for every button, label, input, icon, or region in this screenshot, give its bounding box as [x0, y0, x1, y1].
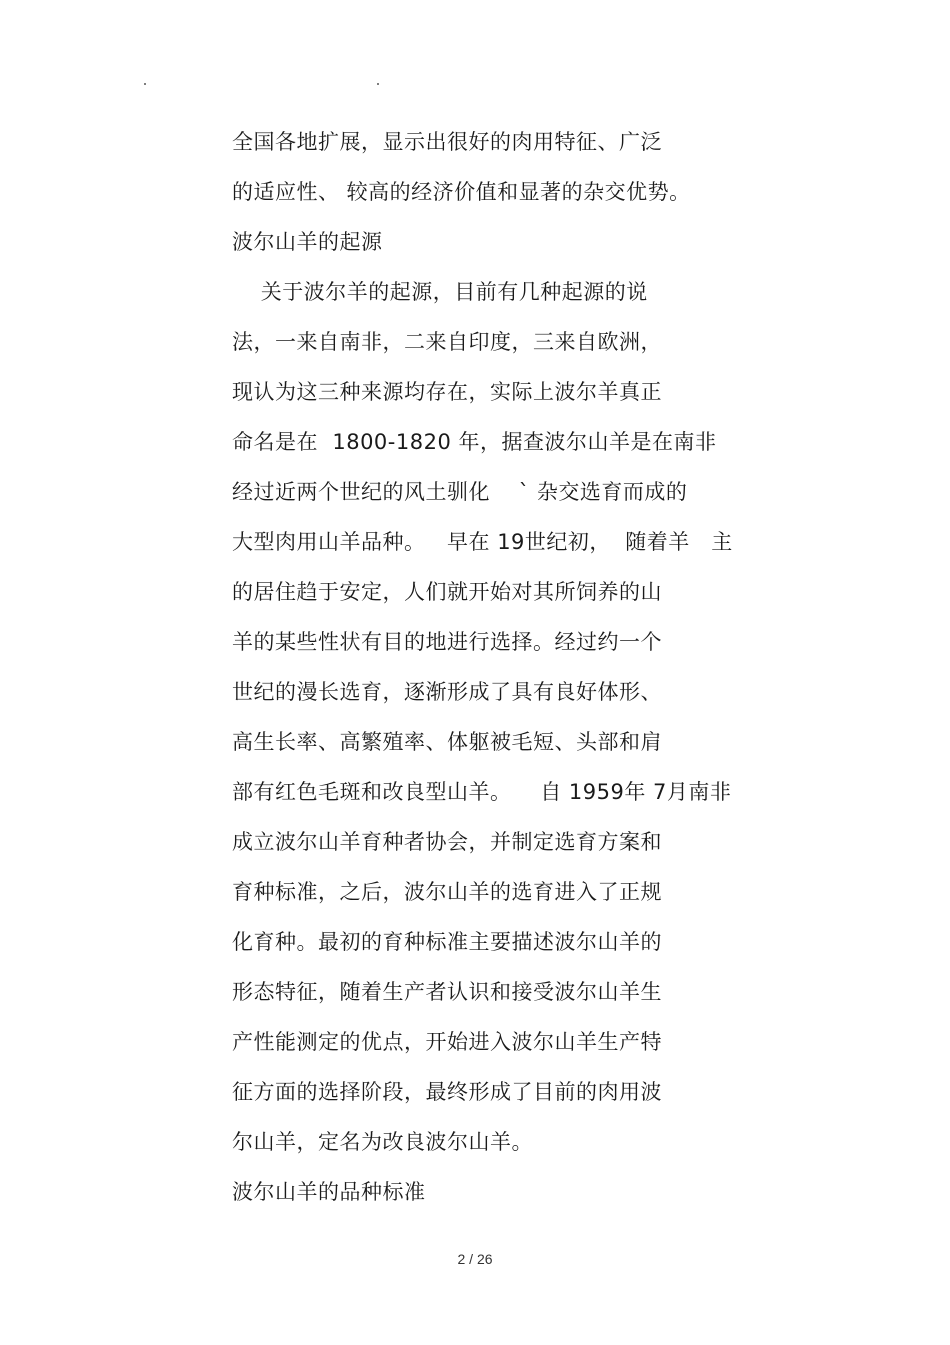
text-line: 产性能测定的优点，开始进入波尔山羊生产特 [232, 1030, 662, 1054]
text-line: 大型肉用山羊品种。 早在 19世纪初， 随着羊 主 [232, 530, 733, 554]
text-line: 征方面的选择阶段，最终形成了目前的肉用波 [232, 1080, 662, 1104]
corner-dot-right [377, 83, 379, 85]
text-line: 命名是在 1800-1820 年，据查波尔山羊是在南非 [232, 430, 717, 454]
text-line: 关于波尔羊的起源，目前有几种起源的说 [232, 280, 648, 304]
section-heading: 波尔山羊的起源 [232, 230, 383, 254]
text-line: 化育种。最初的育种标准主要描述波尔山羊的 [232, 930, 662, 954]
text-line: 羊的某些性状有目的地进行选择。经过约一个 [232, 630, 662, 654]
text-line: 成立波尔山羊育种者协会，并制定选育方案和 [232, 830, 662, 854]
text-line: 形态特征，随着生产者认识和接受波尔山羊生 [232, 980, 662, 1004]
page-number: 2 / 26 [457, 1251, 493, 1267]
section-heading: 波尔山羊的品种标准 [232, 1180, 426, 1204]
text-line: 的适应性、 较高的经济价值和显著的杂交优势。 [232, 180, 691, 204]
corner-dot-left [144, 83, 146, 85]
text-line: 尔山羊，定名为改良波尔山羊。 [232, 1130, 533, 1154]
text-line: 全国各地扩展，显示出很好的肉用特征、广泛 [232, 130, 662, 154]
text-line: 经过近两个世纪的风土驯化 ` 杂交选育而成的 [232, 480, 688, 504]
text-line: 部有红色毛斑和改良型山羊。 自 1959年 7月南非 [232, 780, 732, 804]
text-line: 育种标准，之后，波尔山羊的选育进入了正规 [232, 880, 662, 904]
text-line: 世纪的漫长选育，逐渐形成了具有良好体形、 [232, 680, 662, 704]
text-line: 的居住趋于安定，人们就开始对其所饲养的山 [232, 580, 662, 604]
text-line: 法，一来自南非，二来自印度，三来自欧洲， [232, 330, 662, 354]
text-line: 高生长率、高繁殖率、体躯被毛短、头部和肩 [232, 730, 662, 754]
text-line: 现认为这三种来源均存在，实际上波尔羊真正 [232, 380, 662, 404]
